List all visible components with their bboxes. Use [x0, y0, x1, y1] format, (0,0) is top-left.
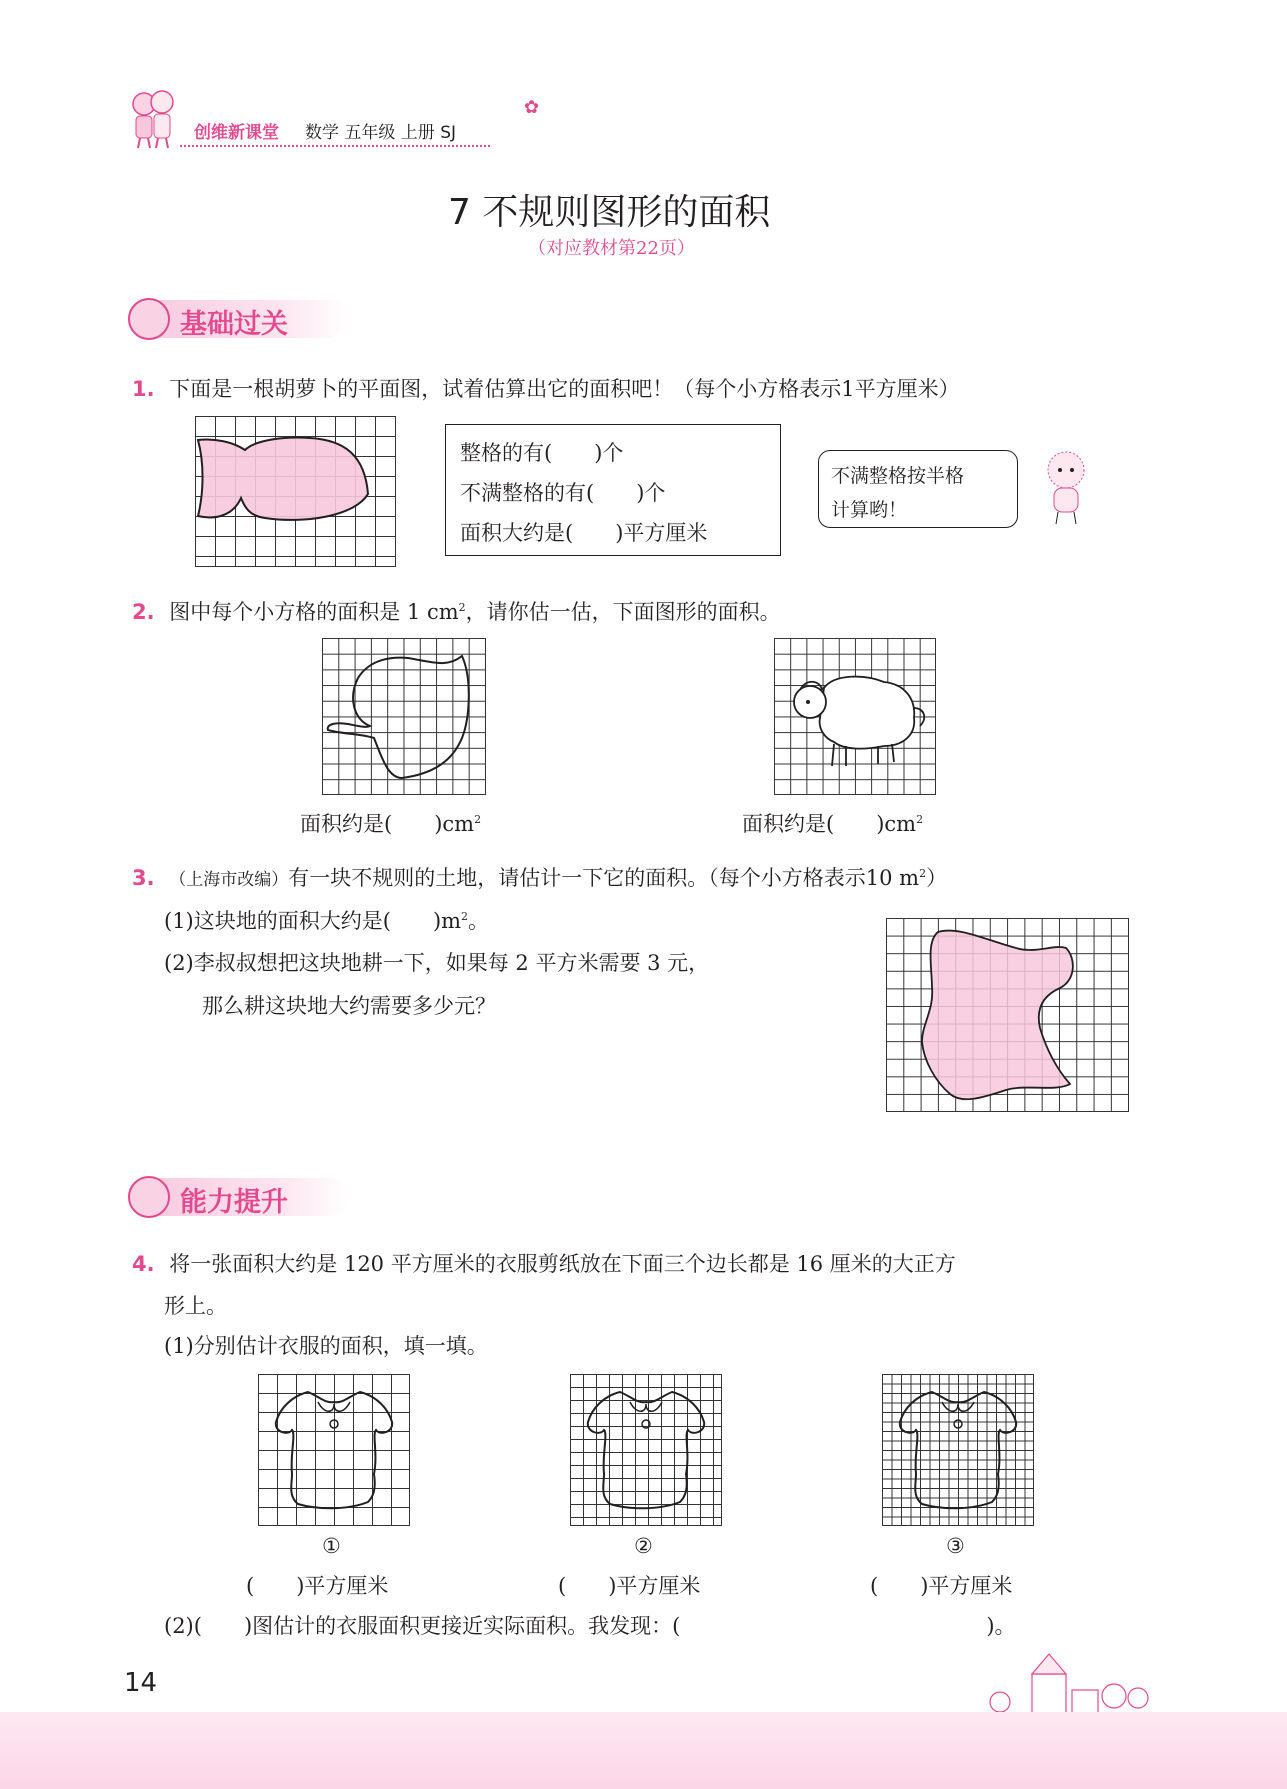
castle-icon — [986, 1650, 1156, 1716]
question-number: 4. — [132, 1252, 155, 1276]
leaf-shape — [322, 638, 486, 795]
q4-part1: (1)分别估计衣服的面积，填一填。 — [164, 1334, 488, 1358]
q3-part2-line2: 那么耕这块地大约需要多少元？ — [202, 994, 496, 1018]
sheep-shape — [774, 638, 936, 795]
figure-label-1: ① — [322, 1534, 341, 1558]
mascot-icon — [128, 1176, 170, 1218]
section-banner-basic — [128, 300, 348, 338]
section-banner-advanced — [128, 1178, 348, 1216]
header-underline — [180, 145, 490, 147]
hint-line-1: 不满整格按半格 — [831, 465, 965, 487]
header-series: 创维新课堂 — [194, 123, 279, 143]
page-title: 7 不规则图形的面积 — [448, 192, 771, 233]
superscript: 2 — [919, 867, 927, 880]
hint-line-2: 计算哟！ — [831, 499, 908, 521]
shirt-grid-2 — [570, 1374, 722, 1526]
superscript: 2 — [461, 910, 469, 923]
section-title: 能力提升 — [180, 1187, 288, 1218]
question-2 — [132, 596, 781, 626]
question-source: （上海市改编） — [169, 870, 289, 890]
question-text-end: ） — [926, 866, 948, 890]
figure-label-3: ③ — [946, 1534, 965, 1558]
question-text-end: ，请你估一估，下面图形的面积。 — [465, 600, 781, 624]
butterfly-icon: ✿ — [524, 97, 540, 118]
mascot-icon — [1036, 448, 1096, 528]
q4-part2 — [164, 1610, 1016, 1640]
question-text: 图中每个小方格的面积是 1 cm — [169, 600, 459, 624]
part-text-end: )。 — [986, 1614, 1016, 1638]
q3-part2-line1: (2)李叔叔想把这块地耕一下，如果每 2 平方米需要 3 元， — [164, 951, 710, 975]
leaf-grid — [322, 638, 486, 795]
answer-box — [445, 424, 781, 556]
page-subtitle: （对应教材第22页） — [528, 238, 695, 259]
answer-line-area: 面积大约是( )平方厘米 — [460, 521, 708, 545]
q3-part1 — [164, 905, 489, 935]
carrot-shape — [195, 416, 396, 567]
shirt-shape — [882, 1374, 1034, 1526]
answer-text: 面积约是( )cm — [742, 812, 917, 836]
part-text: (1)这块地的面积大约是( )m — [164, 909, 462, 933]
section-title: 基础过关 — [180, 309, 288, 340]
shirt-shape — [570, 1374, 722, 1526]
answer-line-partial: 不满整格的有( )个 — [460, 481, 666, 505]
superscript: 2 — [916, 813, 924, 826]
header-mascot — [128, 88, 176, 150]
land-shape — [886, 918, 1129, 1112]
question-4 — [132, 1248, 956, 1278]
page-number: 14 — [124, 1668, 158, 1698]
part-text-end: 。 — [468, 909, 490, 933]
question-3 — [132, 862, 947, 892]
land-grid — [886, 918, 1129, 1112]
header-subject: 数学 五年级 上册 SJ — [305, 123, 457, 143]
superscript: 2 — [474, 813, 482, 826]
question-text: 下面是一根胡萝卜的平面图，试着估算出它的面积吧！（每个小方格表示1平方厘米） — [169, 377, 960, 401]
question-1 — [132, 373, 960, 403]
mascot-icon — [128, 298, 170, 340]
answer-2: ( )平方厘米 — [558, 1574, 701, 1598]
carrot-grid — [195, 416, 396, 567]
answer-text: 面积约是( )cm — [300, 812, 475, 836]
shirt-shape — [258, 1374, 410, 1526]
figure-label-2: ② — [634, 1534, 653, 1558]
sheep-grid — [774, 638, 936, 795]
shirt-grid-1 — [258, 1374, 410, 1526]
sheep-answer — [742, 808, 923, 838]
leaf-answer — [300, 808, 481, 838]
question-text: 将一张面积大约是 120 平方厘米的衣服剪纸放在下面三个边长都是 16 厘米的大正方 — [169, 1252, 956, 1276]
part-text: (2)( )图估计的衣服面积更接近实际面积。我发现：( — [164, 1614, 681, 1638]
answer-line-whole: 整格的有( )个 — [460, 441, 624, 465]
answer-1: ( )平方厘米 — [246, 1574, 389, 1598]
superscript: 2 — [458, 601, 466, 614]
hint-bubble — [818, 450, 1018, 528]
question-number: 2. — [132, 600, 155, 624]
question-number: 1. — [132, 377, 155, 401]
footer-band — [0, 1712, 1287, 1789]
question-number: 3. — [132, 866, 155, 890]
question-4-line2: 形上。 — [164, 1294, 227, 1318]
answer-3: ( )平方厘米 — [870, 1574, 1013, 1598]
shirt-grid-3 — [882, 1374, 1034, 1526]
question-text: 有一块不规则的土地，请估计一下它的面积。（每个小方格表示10 m — [288, 866, 920, 890]
